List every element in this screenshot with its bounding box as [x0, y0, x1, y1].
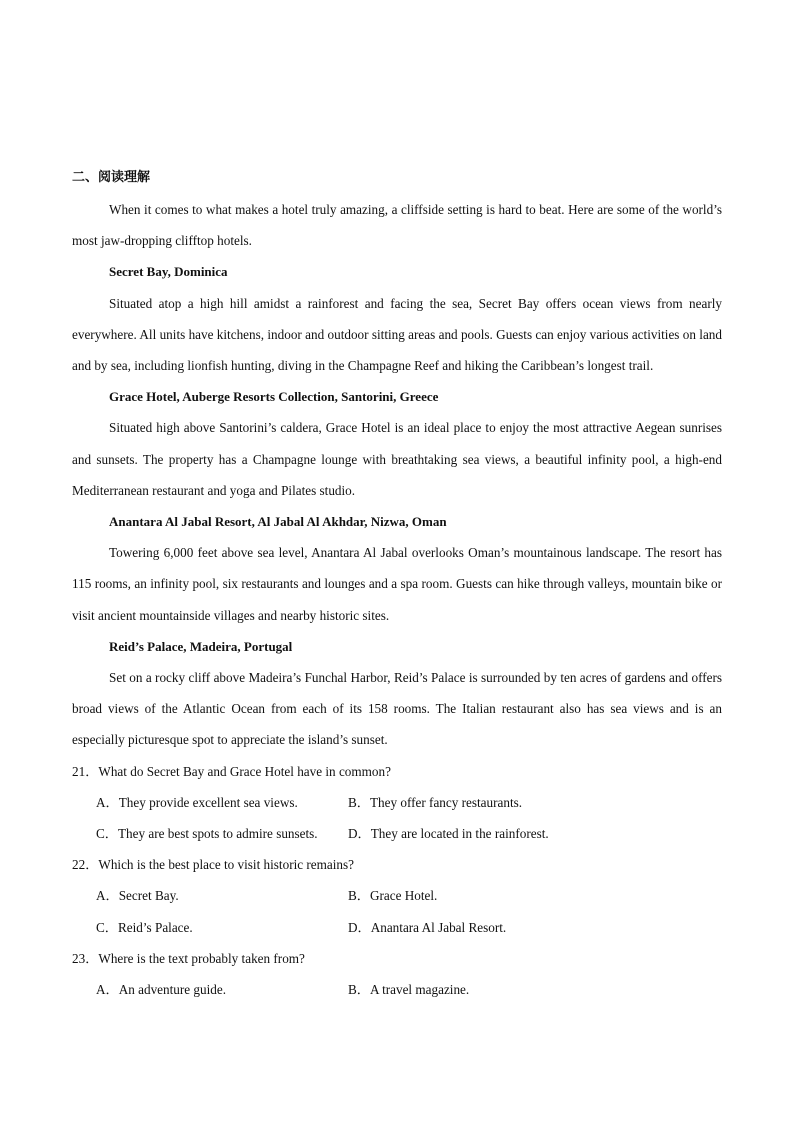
option-b: B．Grace Hotel.	[348, 888, 438, 904]
question-options	[72, 880, 722, 942]
hotel-name: Reid’s Palace, Madeira, Portugal	[109, 638, 293, 654]
option-d: D．Anantara Al Jabal Resort.	[348, 919, 507, 935]
intro-paragraph: When it comes to what makes a hotel truly amazing, a cliffside setting is hard to beat. Here are some of the world’s most jaw-dropping clifftop hotels.	[72, 202, 722, 249]
question-options	[72, 787, 722, 849]
question-stem: 21．What do Secret Bay and Grace Hotel have in common?	[72, 763, 391, 779]
hotel-description: Situated high above Santorini’s caldera, Grace Hotel is an ideal place to enjoy the most attractive Aegean sunrises and sunsets. The property has a Champagne lounge with breathtaking sea views, a beautiful infinity pool, a high-end Mediterranean restaurant and yoga and Pilates studio.	[72, 420, 722, 498]
question-stem: 23．Where is the text probably taken from?	[72, 950, 305, 966]
option-a: A．They provide excellent sea views.	[96, 794, 298, 810]
document-page	[72, 168, 722, 1005]
hotel-description: Set on a rocky cliff above Madeira’s Funchal Harbor, Reid’s Palace is surrounded by ten acres of gardens and offers broad views of the Atlantic Ocean from each of its 158 rooms. The Italian restaurant also has sea views and is an especially picturesque spot to appreciate the island’s sunset.	[72, 670, 722, 748]
question-options	[72, 974, 722, 1005]
option-b: B．They offer fancy restaurants.	[348, 794, 523, 810]
option-a: A．Secret Bay.	[96, 888, 179, 904]
option-c: C．They are best spots to admire sunsets.	[96, 826, 318, 842]
option-d: D．They are located in the rainforest.	[348, 826, 549, 842]
option-b: B．A travel magazine.	[348, 982, 470, 998]
question-stem: 22．Which is the best place to visit historic remains?	[72, 857, 354, 873]
option-c: C．Reid’s Palace.	[96, 919, 193, 935]
option-a: A．An adventure guide.	[96, 982, 227, 998]
hotel-description: Towering 6,000 feet above sea level, Anantara Al Jabal overlooks Oman’s mountainous landscape. The resort has 115 rooms, an infinity pool, six restaurants and lounges and a spa room. Guests can hike through valleys, mountain bike or visit ancient mountainside villages and nearby historic sites.	[72, 545, 722, 623]
hotel-name: Anantara Al Jabal Resort, Al Jabal Al Akhdar, Nizwa, Oman	[109, 514, 447, 530]
hotel-name: Secret Bay, Dominica	[109, 264, 228, 280]
hotel-description: Situated atop a high hill amidst a rainforest and facing the sea, Secret Bay offers ocean views from nearly everywhere. All units have kitchens, indoor and outdoor sitting areas and pools. Guests can enjoy various activities on land and by sea, including lionfish hunting, diving in the Champagne Reef and hiking the Caribbean’s longest trail.	[72, 295, 722, 374]
section-title: 二、阅读理解	[72, 170, 151, 185]
hotel-name: Grace Hotel, Auberge Resorts Collection, Santorini, Greece	[109, 389, 439, 405]
